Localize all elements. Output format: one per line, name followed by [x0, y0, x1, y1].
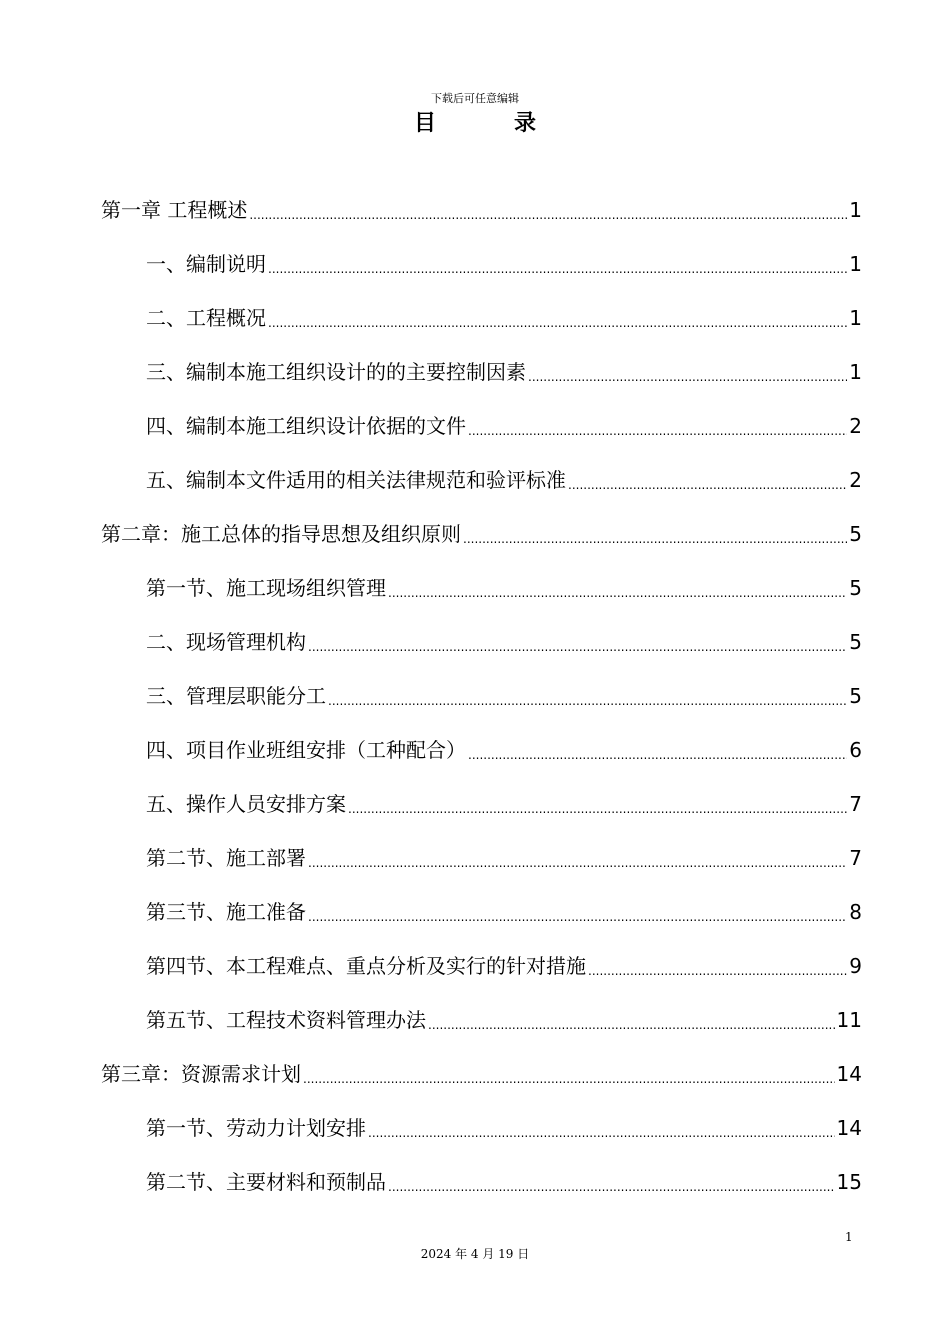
toc-dot-leader [468, 730, 847, 770]
toc-dot-leader [268, 244, 847, 284]
toc-entry-title: 第二节、施工部署 [146, 846, 306, 870]
toc-entry[interactable] [101, 514, 862, 554]
toc-dot-leader [308, 838, 847, 878]
toc-entry-title: 第二节、主要材料和预制品 [146, 1170, 386, 1194]
toc-entry-title: 一、编制说明 [146, 252, 266, 276]
toc-entry[interactable] [146, 730, 862, 770]
toc-entry-title: 第一章 工程概述 [101, 198, 248, 222]
toc-entry-page: 2 [849, 468, 862, 492]
footer-date: 2024 年 4 月 19 日 [420, 1247, 530, 1261]
toc-entry-page: 11 [836, 1008, 862, 1032]
toc-entry-page: 5 [849, 630, 862, 654]
toc-entry-page: 9 [849, 954, 862, 978]
toc-entry[interactable] [146, 622, 862, 662]
toc-dot-leader [303, 1054, 835, 1094]
toc-title: 目 录 [413, 111, 564, 136]
toc-entry[interactable] [146, 1162, 862, 1202]
toc-entry-page: 8 [849, 900, 862, 924]
toc-entry-page: 6 [849, 738, 862, 762]
toc-dot-leader [588, 946, 847, 986]
toc-entry-page: 1 [849, 306, 862, 330]
toc-entry-title: 第四节、本工程难点、重点分析及实行的针对措施 [146, 954, 586, 978]
toc-entry-page: 5 [849, 684, 862, 708]
page-number: 1 [845, 1230, 853, 1244]
toc-entry-page: 1 [849, 198, 862, 222]
toc-dot-leader [568, 460, 847, 500]
toc-dot-leader [428, 1000, 835, 1040]
toc-entry[interactable] [146, 838, 862, 878]
toc-entry-page: 7 [849, 846, 862, 870]
toc-dot-leader [388, 1162, 835, 1202]
toc-entry-page: 7 [849, 792, 862, 816]
toc-dot-leader [368, 1108, 835, 1148]
toc-entry-page: 2 [849, 414, 862, 438]
toc-entry-page: 15 [836, 1170, 862, 1194]
toc-dot-leader [308, 622, 847, 662]
toc-entry[interactable] [146, 406, 862, 446]
toc-dot-leader [463, 514, 847, 554]
toc-entry[interactable] [146, 244, 862, 284]
toc-dot-leader [308, 892, 847, 932]
toc-entry-title: 五、编制本文件适用的相关法律规范和验评标准 [146, 468, 566, 492]
toc-entry-title: 第三章：资源需求计划 [101, 1062, 301, 1086]
toc-entry[interactable] [146, 298, 862, 338]
toc-entry-page: 5 [849, 576, 862, 600]
toc-dot-leader [528, 352, 847, 392]
toc-entry[interactable] [146, 568, 862, 608]
toc-dot-leader [468, 406, 847, 446]
toc-dot-leader [348, 784, 847, 824]
header-note: 下载后可任意编辑 [431, 92, 519, 105]
toc-entry-title: 第一节、劳动力计划安排 [146, 1116, 366, 1140]
toc-entry[interactable] [101, 190, 862, 230]
toc-entry-title: 二、现场管理机构 [146, 630, 306, 654]
toc-dot-leader [328, 676, 847, 716]
toc-entry-title: 第一节、施工现场组织管理 [146, 576, 386, 600]
toc-entry[interactable] [146, 946, 862, 986]
toc-entry[interactable] [146, 1108, 862, 1148]
toc-entry-title: 第三节、施工准备 [146, 900, 306, 924]
toc-entry-title: 五、操作人员安排方案 [146, 792, 346, 816]
toc-entry[interactable] [146, 892, 862, 932]
toc-entry-title: 第二章：施工总体的指导思想及组织原则 [101, 522, 461, 546]
toc-entry-title: 三、管理层职能分工 [146, 684, 326, 708]
toc-entry-title: 四、项目作业班组安排（工种配合） [146, 738, 466, 762]
toc-dot-leader [249, 190, 847, 230]
toc-entry[interactable] [146, 1000, 862, 1040]
toc-entry[interactable] [146, 784, 862, 824]
toc-entry[interactable] [146, 676, 862, 716]
toc-entry-page: 1 [849, 360, 862, 384]
toc-dot-leader [268, 298, 847, 338]
toc-entry[interactable] [146, 352, 862, 392]
toc-entry-title: 四、编制本施工组织设计依据的文件 [146, 414, 466, 438]
toc-dot-leader [388, 568, 847, 608]
toc-entry-title: 三、编制本施工组织设计的的主要控制因素 [146, 360, 526, 384]
toc-entry[interactable] [101, 1054, 862, 1094]
toc-entry-page: 14 [836, 1062, 862, 1086]
toc-entry-page: 5 [849, 522, 862, 546]
toc-entry-title: 第五节、工程技术资料管理办法 [146, 1008, 426, 1032]
toc-entry-page: 14 [836, 1116, 862, 1140]
toc-entry[interactable] [146, 460, 862, 500]
toc-entry-title: 二、工程概况 [146, 306, 266, 330]
toc-entry-page: 1 [849, 252, 862, 276]
